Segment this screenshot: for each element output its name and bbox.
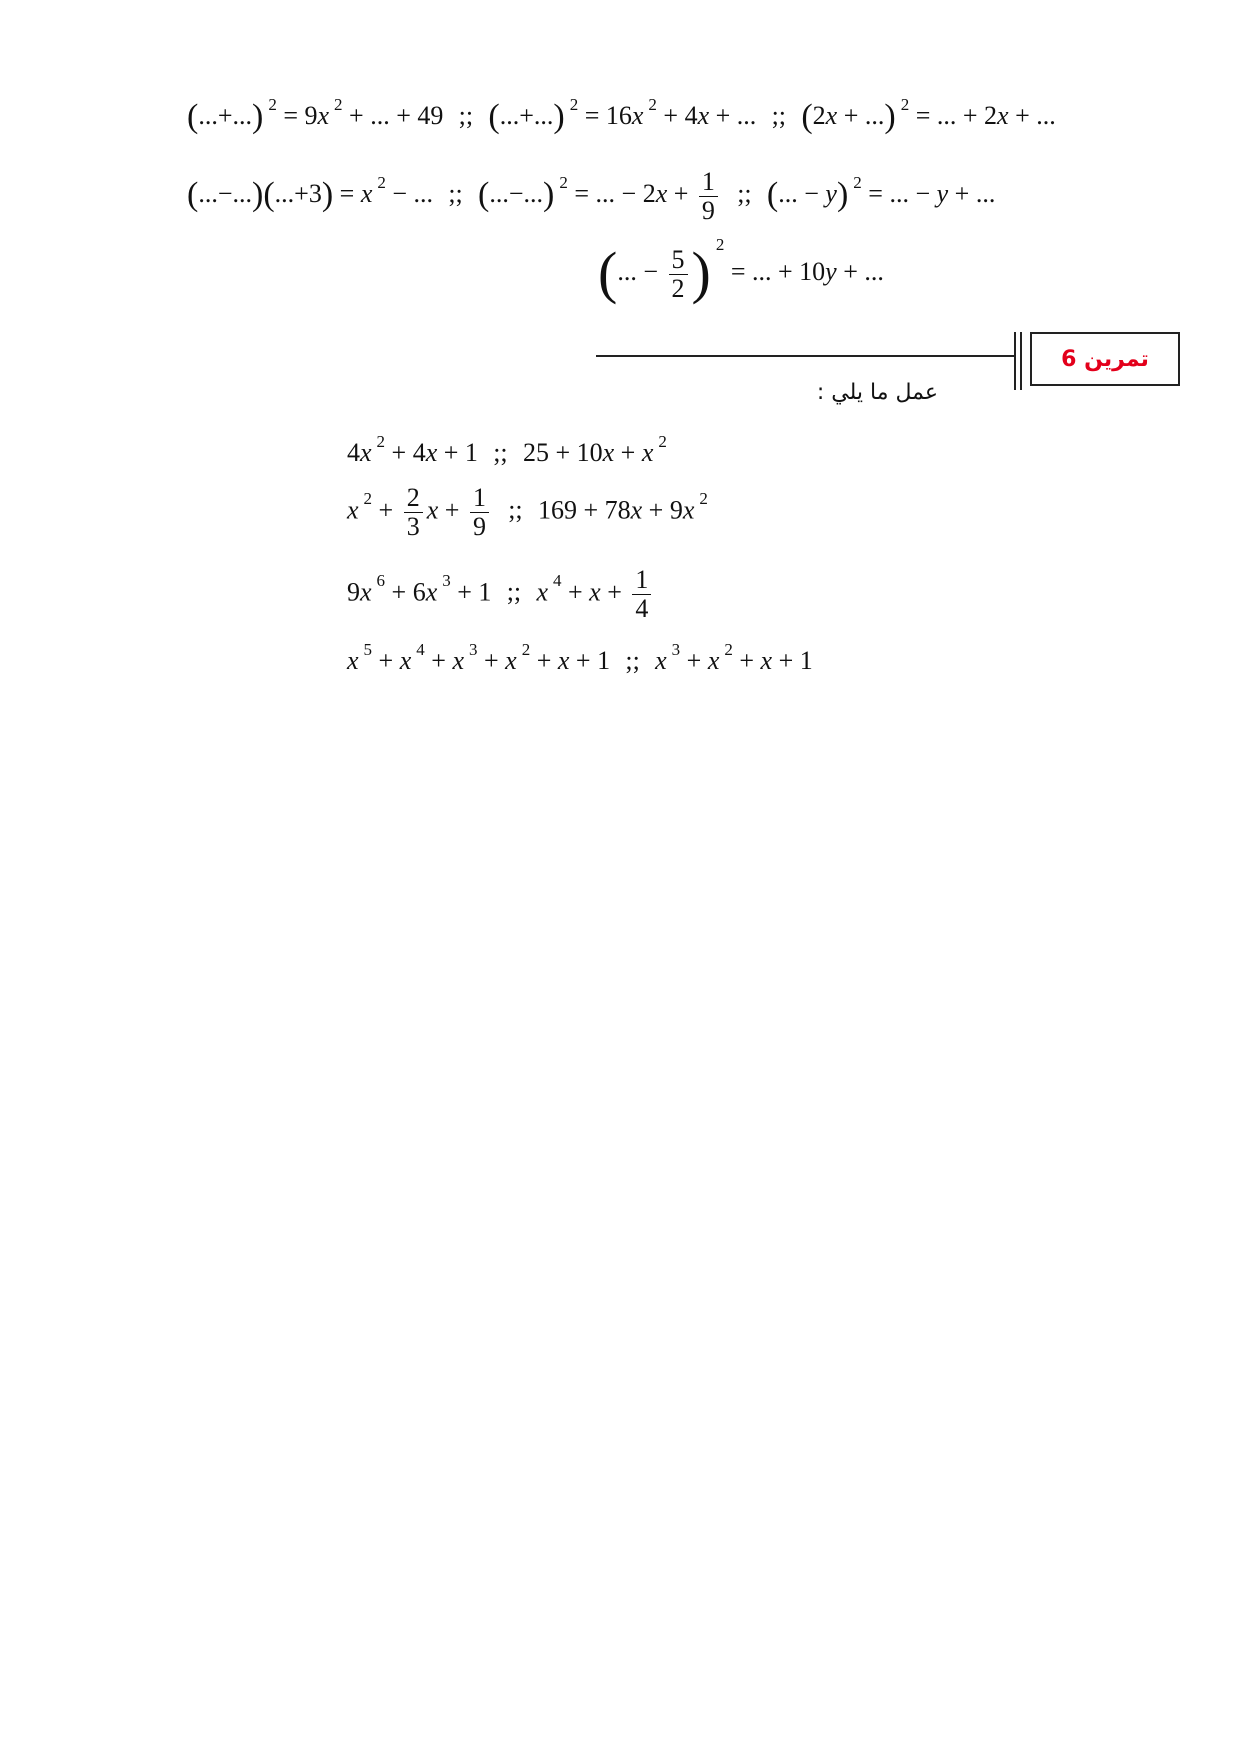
header-divider [1014, 332, 1016, 390]
expression-line-2: x $^2$ + $\frac{2}{3}$ x + $\frac{1}{9}$ ;; 169 + 78x + 9x $^2$ [347, 483, 708, 541]
identity-7: (... − $\frac{5}{2}$ ) $^2$ = ... + 10y + ... [598, 235, 884, 305]
identity-4: (...−...)(...+3) = x $^2$ − ... [187, 173, 434, 214]
fraction: $\frac{1}{9}$ [470, 484, 489, 541]
exercise-title: تمرين 6 [1061, 346, 1149, 372]
exercise-title-box [1030, 332, 1180, 386]
exercise-instruction: عمل ما يلي : [816, 380, 938, 405]
expression-line-1: 4x $^2$ + 4x + 1 ;; 25 + 10x + x $^2$ [347, 432, 667, 467]
identity-2: (...+...) $^2$ = 16x $^2$ + 4x + ... [488, 95, 757, 135]
separator: ;; [737, 179, 752, 209]
header-divider [1020, 332, 1022, 390]
identity-5: (...−...) $^2$ = ... − 2x + $\frac{1}{9}$ [478, 179, 728, 208]
separator: ;; [508, 495, 523, 525]
separator: ;; [625, 646, 640, 675]
identity-6: (... − y) $^2$ = ... − y + ... [766, 173, 996, 214]
expression-line-4: x $^5$ + x $^4$ + x $^3$ + x $^2$ + x + 1 ;; x $^3$ + x $^2$ + x + 1 [347, 640, 813, 675]
fraction: $\frac{2}{3}$ [404, 484, 423, 541]
separator: ;; [493, 438, 508, 467]
separator: ;; [771, 101, 787, 130]
expression-line-3: 9x $^6$ + 6x $^3$ + 1 ;; x $^4$ + x + $\frac{1}{4}$ [347, 566, 655, 623]
header-rule [596, 355, 1014, 357]
identity-row-3 [598, 235, 884, 305]
fraction: $\frac{1}{4}$ [632, 566, 651, 623]
identity-row-1 [187, 95, 1056, 135]
separator: ;; [448, 179, 463, 209]
identity-3: (2x + ...) $^2$ = ... + 2x + ... [801, 95, 1056, 135]
separator: ;; [506, 577, 522, 607]
fraction: $\frac{1}{9}$ [699, 168, 718, 225]
separator: ;; [458, 101, 474, 130]
identity-row-2 [187, 168, 995, 225]
identity-1: (...+...) $^2$ = 9x $^2$ + ... + 49 [187, 95, 444, 135]
fraction: $\frac{5}{2}$ [669, 246, 688, 303]
